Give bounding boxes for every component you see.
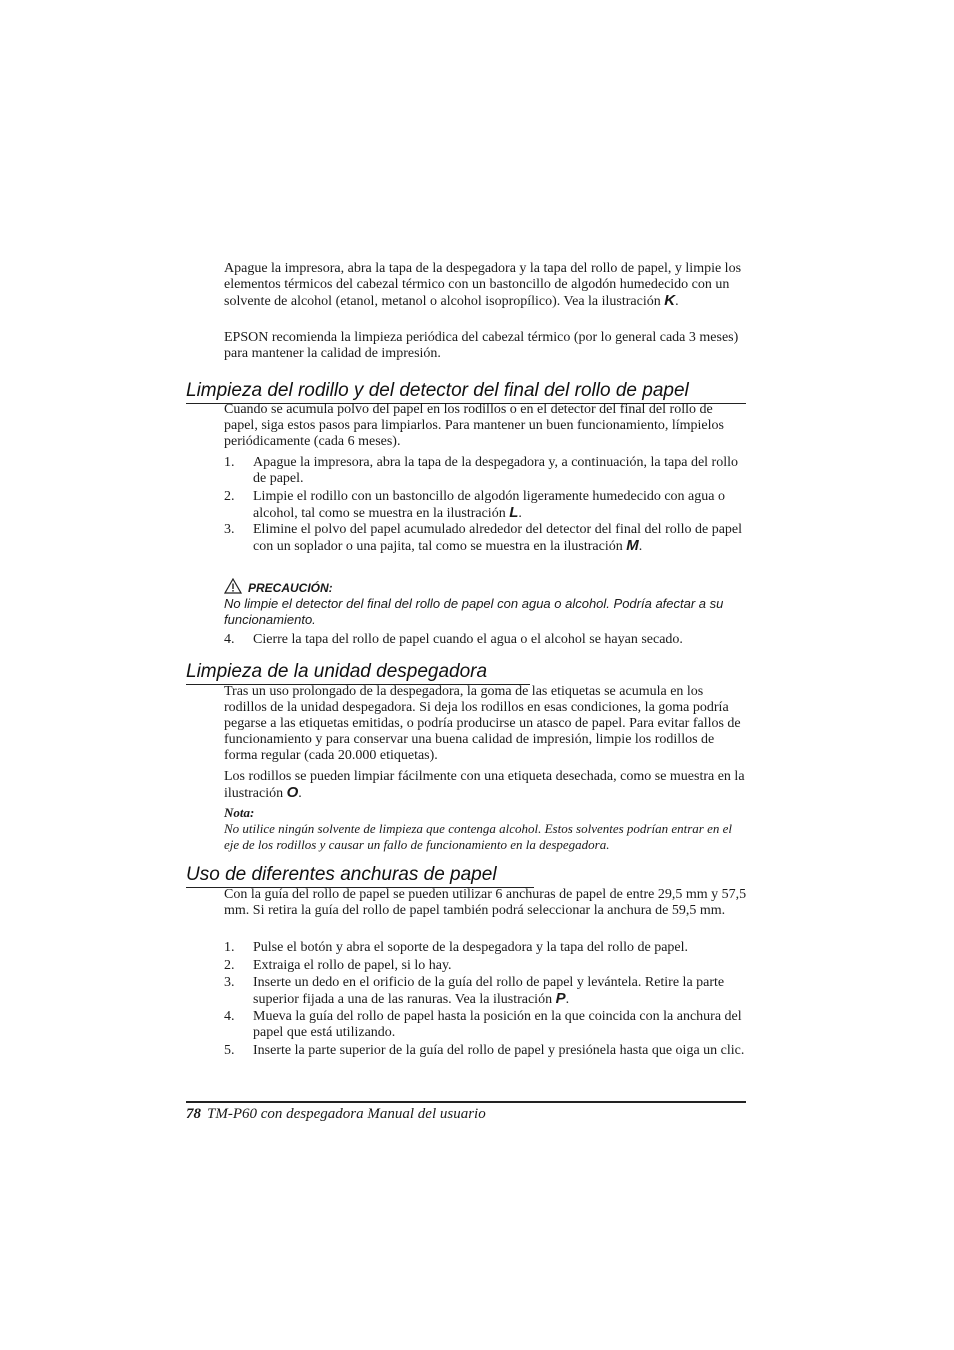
manual-title: TM-P60 con despegadora Manual del usuario — [207, 1106, 486, 1122]
section-heading-anchuras: Uso de diferentes anchuras de papel — [186, 864, 534, 888]
note-title: Nota: — [224, 805, 255, 820]
page-number: 78 — [186, 1106, 201, 1122]
page-footer — [186, 1105, 486, 1123]
caution-title: PRECAUCIÓN: — [248, 581, 333, 595]
footer-divider — [186, 1101, 746, 1103]
intro-paragraph-1: Apague la impresora, abra la tapa de la despegadora y la tapa del rollo de papel, y limpie los elementos térmicos del cabezal térmico con un bastoncillo de algodón humedecido con un solvente de alcohol (etanol, metanol o alcohol isopropílico). Vea la ilustración K. — [224, 261, 742, 309]
illustration-ref-l: L — [509, 504, 519, 521]
caution-box — [224, 578, 748, 628]
illustration-ref-p: P — [555, 990, 566, 1007]
section3-intro: Con la guía del rollo de papel se pueden utilizar 6 anchuras de papel de entre 29,5 mm y 57,5 mm. Si retira la guía del rollo de papel también podrá seleccionar la anchura de 59,5 mm. — [224, 887, 747, 918]
illustration-ref-m: M — [626, 537, 639, 554]
note-box — [224, 805, 748, 853]
section2-paragraph-1: Tras un uso prolongado de la despegadora, la goma de las etiquetas se acumula en los rodillos de la unidad despegadora. Si deja los rodillos en esas condiciones, la goma podría pegarse a las etiquetas emitidas, o podría producirse un atasco de papel. Para evitar fallos de funcionamiento y para conservar una buena calidad de impresión, limpie los rodillos de forma regular (cada 20.000 etiquetas). — [224, 684, 741, 763]
section2-paragraph-2: Los rodillos se pueden limpiar fácilmente con una etiqueta desechada, como se muestra en la ilustración O. — [224, 769, 745, 801]
section-heading-rodillo: Limpieza del rodillo y del detector del final del rollo de papel — [186, 380, 746, 404]
illustration-ref-o: O — [286, 784, 299, 801]
caution-text: No limpie el detector del final del rollo de papel con agua o alcohol. Podría afectar a su funcionamiento. — [224, 596, 724, 627]
section1-intro: Cuando se acumula polvo del papel en los rodillos o en el detector del final del rollo de papel, siga estos pasos para limpiarlos. Para mantener un buen funcionamiento, límpielos periódicamente (cada 6 meses). — [224, 402, 724, 449]
manual-page: Apague la impresora, abra la tapa de la despegadora y la tapa del rollo de papel, y limpie los elementos térmicos del cabezal térmico con un bastoncillo de algodón humedecido con un solvente de alcohol (etanol, metanol o alcohol isopropílico). Vea la ilustración K. EPSON recomienda la limpieza periódica del cabezal térmico (por lo general cada 3 meses) para mantener la calidad de impresión. Limpieza del rodillo y del detector del final del rollo de papel Cuando se acumula polvo del papel en los rodillos o en el detector del final del rollo de papel, siga estos pasos para limpiarlos. Para mantener un buen funcionamiento, límpielos periódicamente (cada 6 meses). 1. Apague la impresora, abra la tapa de la despegadora y, a continuación, la tapa del rollo de papel. 2. Limpie el rodillo con un bastoncillo de algodón ligeramente humedecido con agua o alcohol, tal como se muestra en la ilustración L. 3. Elimine el polvo del papel acumulado alrededor del detector del final del rollo de papel con un soplador o una pajita, tal como se muestra en la ilustración M. PRECAUCIÓN: No limpie el detector del final del rollo de papel con agua o alcohol. Podría afectar a su funcionamiento. 4. Cierre la tapa del rollo de papel cuando el agua o el alcohol se hayan secado. Limpieza de la unidad despegadora Tras un uso prolongado de la despegadora, la goma de las etiquetas se acumula en los rodillos de la unidad despegadora. Si deja los rodillos en esas condiciones, la goma podría pegarse a las etiquetas emitidas, o podría producirse un atasco de papel. Para evitar fallos de funcionamiento y para conservar una buena calidad de impresión, limpie los rodillos de forma regular (cada 20.000 etiquetas). Los rodillos se pueden limpiar fácilmente con una etiqueta desechada, como se muestra en la ilustración O. Nota: No utilice ningún solvente de limpieza que contenga alcohol. Estos solventes podrían entrar en el eje de los rodillos y causar un fallo de funcionamiento en la despegadora. Uso de diferentes anchuras de papel Con la guía del rollo de papel se pueden utilizar 6 anchuras de papel de entre 29,5 mm y 57,5 mm. Si retira la guía del rollo de papel también podrá seleccionar la anchura de 59,5 mm. 1. Pulse el botón y abra el soporte de la despegadora y la tapa del rollo de papel. 2. Extraiga el rollo de papel, si lo hay. 3. Inserte un dedo en el orificio de la guía del rollo de papel y levántela. Retire la parte superior fijada a una de las ranuras. Vea la ilustración P. 4. Mueva la guía del rollo de papel hasta la posición en la que coincida con la anchura del papel que está utilizando. 5. Inserte la parte superior de la guía del rollo de papel y presiónela hasta que oiga un clic. 78 TM-P60 con despegadora Manual del usuario — [186, 261, 747, 1122]
illustration-ref-k: K — [664, 292, 676, 309]
warning-triangle-icon — [224, 578, 242, 594]
intro-paragraph-2: EPSON recomienda la limpieza periódica del cabezal térmico (por lo general cada 3 meses) para mantener la calidad de impresión. — [224, 330, 739, 361]
note-text: No utilice ningún solvente de limpieza que contenga alcohol. Estos solventes podrían entrar en el eje de los rodillos y causar un fallo de funcionamiento en la despegadora. — [224, 821, 732, 852]
section-heading-despegadora: Limpieza de la unidad despegadora — [186, 661, 530, 685]
